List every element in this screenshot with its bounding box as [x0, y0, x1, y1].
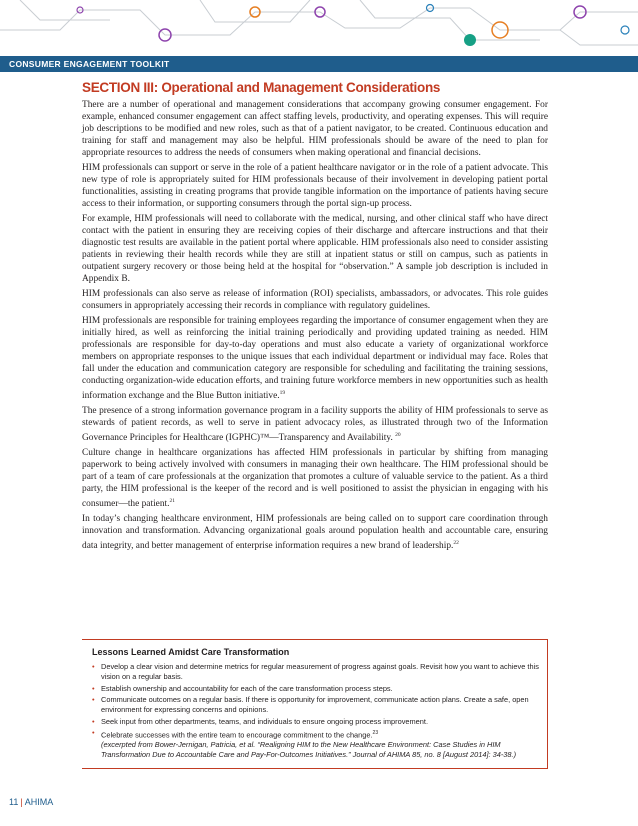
list-item: • Celebrate successes with the entire team to encourage commitment to the change.$^{23}$ (excerpted from Bower-Jernigan, Patricia, et al. “Realigning HIM to the New Healthcare Environment: Case Studies in HIM Transformation Due to Accountable Care and Pay-For-Outcomes Initiatives.” Journal of AHIMA 85, no. 8 [August 2014]: 34-38.) [92, 728, 540, 760]
footnote-ref: 22 [453, 540, 459, 547]
paragraph: The presence of a strong information governance program in a facility supports the ability of HIM professionals to serve as stewards of patient records, as well to serve in patient advocacy roles, as illustrated through two of the Information Governance Principles for Healthcare (IGPHC)™—Transparency and Availability. $^{20}$ [82, 405, 548, 444]
list-item: • Develop a clear vision and determine metrics for regular measurement of progress against goals. Revisit how you want to achieve this vision on a regular basis. [92, 662, 539, 681]
node-teal-icon [464, 34, 476, 46]
paragraph: HIM professionals can also serve as release of information (ROI) specialists, ambassadors, or advocates. This role guides consumers in appropriately accessing their records in compliance with regulatory guidelines. [82, 288, 548, 311]
footnote-ref: 19 [279, 390, 286, 397]
lessons-box-title: Lessons Learned Amidst Care Transformation [92, 647, 290, 657]
section-content [82, 80, 548, 555]
page-footer [9, 797, 53, 807]
footer-org: AHIMA [24, 797, 54, 807]
paragraph: There are a number of operational and management considerations that accompany growing consumer engagement. For example, enhanced consumer engagement can affect staffing levels, productivity, and operating expenses. This will require job descriptions to be modified and new roles, such as that of a patient navigator, to be created. Continuous education and training for staff and management may also be helpful. HIM professionals should be aware of the need to plan for appropriate resources to address the needs of consumers when making operational and financial decisions. [82, 100, 548, 159]
footer-separator: | [20, 797, 23, 807]
section-title: SECTION III: Operational and Management Considerations [82, 80, 441, 95]
list-item: • Seek input from other departments, teams, and individuals to ensure ongoing process improvement. [92, 716, 429, 726]
footnote-ref: 23 [372, 730, 379, 736]
bullet-icon: • [92, 683, 95, 693]
paragraph: In today’s changing healthcare environment, HIM professionals are being called on to support care coordination through innovation and transformation. Advancing organizational goals around population health and accountable care, ensuring data integrity, and better management of enterprise information requires a new brand of leadership.$^{22}$ [82, 513, 548, 552]
paragraph: Culture change in healthcare organizations has affected HIM professionals in particular by shifting from managing paperwork to being actively involved with consumers in managing their own healthcare. The HIM professional should be part of a team of care professionals at the organization that promotes a culture of valuable service to the patient. As a third party, the HIM professional is the keeper of the record and is well positioned to assist the physician in engaging with his consumer—the patient.$^{21}$ [82, 447, 548, 510]
footnote-ref: 20 [395, 432, 401, 439]
bullet-icon: • [92, 728, 95, 737]
network-decoration [0, 0, 638, 50]
bullet-icon: • [92, 716, 95, 726]
paragraph: HIM professionals can support or serve in the role of a patient healthcare navigator or in the role of a patient advocate. This new type of role is appropriately suited for HIM professionals because of their involvement in developing patient portal functionalities, assisting in creating programs that provide tangible information on the importance of patients having secure access to their information, or supporting consumers through the portal sign-up process. [82, 162, 548, 210]
bullet-icon: • [92, 662, 95, 671]
citation: (excerpted from Bower-Jernigan, Patricia, et al. “Realigning HIM to the New Healthcare Environment: Case Studies in HIM Transformation Due to Accountable Care and Pay-For-Outcomes Initiatives.” Journal of AHIMA 85, no. 8 [August 2014]: 34-38.) [101, 740, 517, 760]
page-number: 11 [9, 797, 19, 807]
toolkit-banner [0, 56, 638, 72]
paragraph: For example, HIM professionals will need to collaborate with the medical, nursing, and other clinical staff who have direct contact with the patient in ensuring they are receiving copies of their discharge and aftercare instructions and that their diagnostic test results are available in the patient portal where applicable. HIM professionals also need to consider assisting patients in reviewing their health records while they are still at inpatient status or still on campus, such as patients in outpatient surgery recovery or those being held at the hospital for “observation.” A sample job description is included in Appendix B. [82, 213, 548, 285]
footnote-ref: 21 [169, 498, 175, 505]
lessons-list [92, 662, 540, 762]
list-item: • Establish ownership and accountability for each of the care transformation process steps. [92, 683, 393, 693]
paragraph: HIM professionals are responsible for training employees regarding the importance of consumer engagement when they are initially hired, as well as reinforcing the initial training periodically and providing updated training as needed. HIM professionals are responsible for day-to-day operations and must also educate a variety of organizational workforce members on appropriate responses to the unique issues that each individual department or individual may face. Roles that fall under the education and communication category are responsible for scheduling and facilitating the training sessions, conducting organization-wide education efforts, and training future workforce members in new opportunities such as health information exchange and the Blue Button initiative.$^{19}$ [82, 315, 548, 402]
lessons-learned-box [82, 639, 548, 769]
banner-label: CONSUMER ENGAGEMENT TOOLKIT [9, 59, 170, 69]
node-blue-right-icon [621, 26, 629, 34]
list-item: • Communicate outcomes on a regular basis. If there is opportunity for improvement, communicate action plans. Create a safe, open environment for expressing concerns and opinions. [92, 695, 529, 714]
bullet-icon: • [92, 695, 95, 704]
